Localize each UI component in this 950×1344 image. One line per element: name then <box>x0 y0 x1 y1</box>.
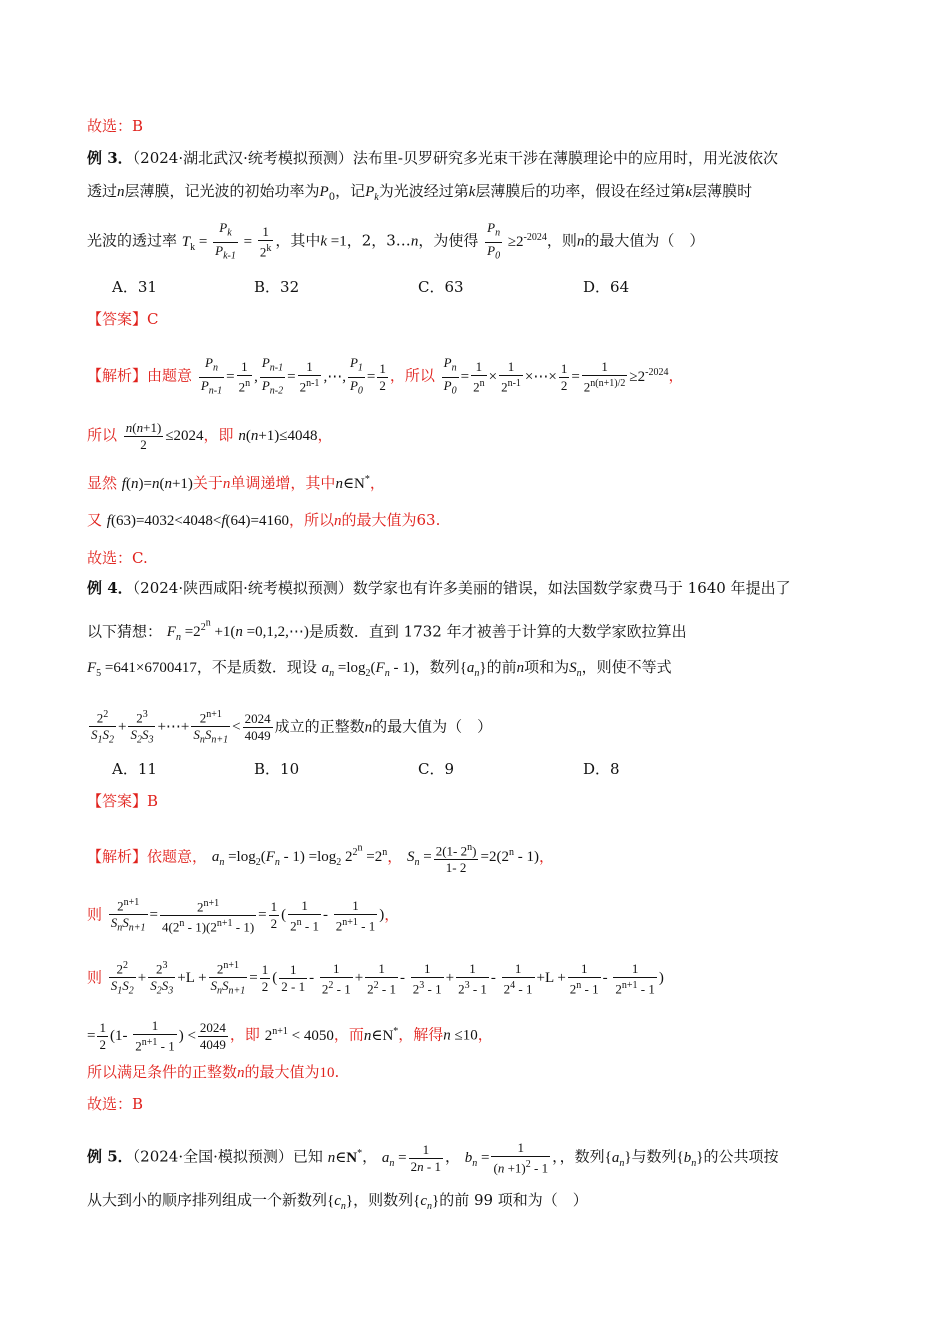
ex3-option-a[interactable]: A．31 <box>112 278 157 296</box>
ex3-a8: 又 <box>87 511 103 529</box>
ex4-analysis-4: = $\frac{1}{2}$ (1- $\frac{1}{2^{n+1} - 1}$ ) < $\frac{2024}{4049}$ ，即 $2^{n+1} < 4050$，而n∈N*，解得n ≤10， <box>87 1018 493 1054</box>
ex3-title: 例 3． <box>87 149 133 167</box>
ex5-stem-2b: ，则数列 <box>353 1191 414 1209</box>
ex5-line-1: 例 5．（2024·全国·模拟预测）已知 n∈N*， $a_n$ = $\frac{1}{2n - 1}$ ， $b_n$ = $\frac{1}{(n +1)^2 - 1}$ ，，数列$\{a_n\}$与数列$\{b_n\}$的公共项按 <box>87 1140 779 1176</box>
q2-conclusion: 故选：B <box>87 117 144 135</box>
ex3-stem-3f: 的最大值为（ ） <box>584 231 705 250</box>
ex5-line-2: 从大到小的顺序排列组成一个新数列$\{c_n\}$，则数列$\{c_n\}$的前 99 项和为（ ） <box>87 1191 588 1212</box>
ex4-a9: 10 <box>319 1065 335 1081</box>
ex4-stem-2a: 以下猜想： <box>87 622 163 641</box>
ex3-a1: 由题意 <box>147 366 193 385</box>
ex4-telescoping: $\frac{2^2}{S_1S_2}$ + $\frac{2^3}{S_2S_3}$ +L + $2^{n+1}$ $S_nS_{n+1}$ = $\frac{1}{2}$ ( $\frac{1}{2 - 1}$ - $\frac{1}{2^2 - 1}$ + $\frac{1}{2^2 - 1}$ - $\frac{1}{2^3 - 1}$ + $\frac{1}{2^3 - 1}$ - $\frac{1}{2^4 - 1}$ +L + $\frac{1}{2^n - 1}$ - $\frac{1}{2^{n+1} - 1}$ ) <box>110 960 664 997</box>
ex3-k-eq: k <box>320 233 327 250</box>
ex4-a2: 则 <box>87 905 103 924</box>
ex4-stem-3d: 项和为 <box>524 658 570 676</box>
ex3-ineq-1: $\frac{n(n+1)}{2}$ ≤2024 <box>125 420 204 452</box>
ex3-answer: 【答案】C <box>87 310 159 328</box>
ex3-stem-2j: 层薄膜时 <box>692 182 753 200</box>
ex3-a10: 的最大值为63. <box>341 511 441 529</box>
ex3-stem-3a: 光波的透过率 <box>87 231 178 250</box>
ex4-an-def: $a_n =\log_2(F_n - 1)$ <box>321 660 415 679</box>
ex4-term-split: $2^{n+1}$ $S_nS_{n+1}$ = $\frac{2^{n+1}}{4(2^n - 1)(2^{n+1} - 1)}$ = $\frac{1}{2}$ ( $\frac{1}{2^n - 1}$ - $\frac{1}{2^{n+1} - 1}$ ) <box>110 897 385 935</box>
ex3-line-2 <box>87 180 752 209</box>
ex3-var-k2: k <box>685 184 693 200</box>
ex3-option-c[interactable]: C．63 <box>418 278 464 296</box>
ex3-var-P: P <box>319 184 329 200</box>
ex4-option-a[interactable]: A．11 <box>112 760 157 778</box>
ex3-line-1 <box>87 147 778 169</box>
ex3-a2: 所以 <box>404 366 435 385</box>
ex3-a5: 显然 <box>87 474 118 492</box>
ex4-stem-3b: ，数列 <box>414 658 460 676</box>
ex4-source: （2024·陕西咸阳·统考模拟预测） <box>132 579 353 597</box>
ex3-var-n: n <box>117 184 125 200</box>
ex4-sn-value: $S_n$ = $\frac{2(1- 2^n)}{1- 2}$ $=2(2^n - 1)$ <box>407 841 539 876</box>
ex4-analysis-2: 则 $2^{n+1}$ $S_nS_{n+1}$ = $\frac{2^{n+1}}{4(2^n - 1)(2^{n+1} - 1)}$ = $\frac{1}{2}$ ( $\frac{1}{2^n - 1}$ - $\frac{1}{2^{n+1} - 1}$ )， <box>87 897 400 935</box>
ex4-a3: 则 <box>87 968 103 987</box>
ex3-function: f(n)=n(n+1) <box>121 476 193 492</box>
ex4-stem-4b: 的最大值为（ ） <box>372 717 493 736</box>
ex3-stem-2a: 透过 <box>87 182 118 200</box>
ex3-conclusion: 故选：C. <box>87 549 148 567</box>
ex5-stem-2a: 从大到小的顺序排列组成一个新数列 <box>87 1191 328 1209</box>
ex4-stem-3c: 的前 <box>486 658 517 676</box>
ex4-analysis-3 <box>87 958 664 1000</box>
ex3-stem-3d: ，为使得 <box>418 231 479 250</box>
ex3-sub-0: 0 <box>328 192 336 203</box>
ex5-stem-1a: 已知 <box>292 1147 323 1166</box>
ex3-stem-3b: ，其中 <box>275 231 321 250</box>
ex4-answer: 【答案】B <box>87 792 159 810</box>
ex4-a6: ，解得 <box>398 1025 444 1044</box>
ex4-analysis-1: 【解析】依题意， $a_n =\log_2(F_n - 1) =\log_2$ $2^{2^n} =2^n$， $S_n$ = $\frac{2(1- 2^n)}{1- 2}$ $=2(2^n - 1)$， <box>87 841 554 876</box>
ex3-stem-2i: 层薄膜后的功率，假设在经过第 <box>475 182 686 200</box>
ex4-option-d[interactable]: D．8 <box>583 760 620 778</box>
ex5-bn-def: $b_n$ = $\frac{1}{(n +1)^2 - 1}$ <box>464 1140 549 1176</box>
ex4-title: 例 4． <box>87 579 133 597</box>
ex4-stem-3a: ，不是质数．现设 <box>196 658 317 676</box>
ex3-ratio-chain: $\frac{P_n}{P_{n-1}}$ = $\frac{1}{2^n}$ , $\frac{P_{n-1}}{P_{n-2}}$ = $\frac{1}{2^{n-1}}$ ,⋯, $\frac{P_1}{P_0}$ = $\frac{1}{2}$ <box>200 355 386 397</box>
ex3-stem-1: 法布里-贝罗研究多光束干涉在薄膜理论中的应用时，用光波依次 <box>352 149 778 167</box>
ex3-stem-2g: 为光波经过第 <box>378 182 469 200</box>
ex4-line-1 <box>87 577 791 599</box>
ex3-compare: f(63)=4032<4048<f(64)=4160 <box>106 513 289 529</box>
ex3-analysis-3: 显然 f(n)=n(n+1)关于n单调递增，其中n∈N*， <box>87 474 385 492</box>
ex4-option-b[interactable]: B．10 <box>254 760 300 778</box>
ex4-stem-1: 数学家也有许多美丽的错误，如法国数学家费马于 1640 年提出了 <box>352 579 791 597</box>
ex3-analysis-4: 又 f(63)=4032<4048<f(64)=4160，所以n的最大值为63. <box>87 511 441 529</box>
ex4-result: = $\frac{1}{2}$ (1- $\frac{1}{2^{n+1} - 1}$ ) < $\frac{2024}{4049}$ <box>87 1018 226 1054</box>
ex4-a4: ，即 <box>229 1025 260 1044</box>
ex4-a5: ，而 <box>333 1025 364 1044</box>
ex5-stem-1d: 的公共项按 <box>703 1147 779 1166</box>
ex4-stem-3e: ，则使不等式 <box>581 658 672 676</box>
ex3-var-k: k <box>468 184 476 200</box>
ex4-line-2 <box>87 613 687 649</box>
ex3-stem-3e: ，则 <box>546 231 577 250</box>
ex4-stem-2b: 是质数．直到 1732 年才被善于计算的大数学家欧拉算出 <box>308 622 687 641</box>
ex4-a7: 所以满足条件的正整数 <box>87 1063 238 1081</box>
ex5-stem-1b: ，数列 <box>559 1147 605 1166</box>
ex3-transmittance-formula: $T_k$ = $\frac{P_k}{P_{k-1}}$ = $\frac{1}{2^k}$ <box>181 220 272 262</box>
ex3-Pk: $P_k$ <box>365 184 379 203</box>
ex5-an-def: $a_n$ = $\frac{1}{2n - 1}$ <box>381 1141 441 1174</box>
ex3-a6: 关于 <box>192 474 223 492</box>
ex3-analysis-1: 【解析】由题意 $\frac{P_n}{P_{n-1}}$ = $\frac{1}{2^n}$ , $\frac{P_{n-1}}{P_{n-2}}$ = $\frac{1}{2^{n-1}}$ ,⋯, $\frac{P_1}{P_0}$ = $\frac{1}{2}$ ，所以 $\frac{P_n}{P_0}$ = $\frac{1}{2^n}$ × $\frac{1}{2^{n-1}}$ ×⋯× $\frac{1}{2}$ = $\frac{1}{2^{n(n+1)/2}}$ $\ge 2^{-2024}$， <box>87 355 684 397</box>
ex5-stem-1c: 与数列 <box>631 1147 677 1166</box>
ex3-stem-2f: ，记 <box>335 182 366 200</box>
ex4-option-c[interactable]: C．9 <box>418 760 455 778</box>
ex3-line-3: 光波的透过率 $T_k$ = $\frac{P_k}{P_{k-1}}$ = $\frac{1}{2^k}$ ，其中k =1，2，3…n，为使得 $\frac{P_n}{P_0}$ $\ge 2^{-2024}$，则n的最大值为（ ） <box>87 220 705 262</box>
ex4-analysis-5: 所以满足条件的正整数n的最大值为10. <box>87 1063 340 1081</box>
ex4-inequality: $\frac{2^2}{S_1S_2}$ + $\frac{2^3}{S_2S_3}$ +⋯+ $2^{n+1}$ $S_nS_{n+1}$ < $\frac{2024}{4049}$ <box>91 709 271 746</box>
ex4-f5: $F_5 =641\times 6700417$ <box>87 660 197 679</box>
ex3-source: （2024·湖北武汉·统考模拟预测） <box>132 149 353 167</box>
ex3-stem-2c: 层薄膜，记光波的初始功率为 <box>124 182 320 200</box>
ex5-title: 例 5． <box>87 1147 133 1166</box>
ex3-option-b[interactable]: B．32 <box>254 278 300 296</box>
ex4-a8: 的最大值为 <box>244 1063 320 1081</box>
ex3-a3: 所以 <box>87 425 118 444</box>
ex5-source: （2024·全国·模拟预测） <box>132 1147 293 1166</box>
ex3-condition-formula: $\frac{P_n}{P_0}$ $\ge 2^{-2024}$ <box>487 220 547 262</box>
ex5-stem-2c: 的前 99 项和为（ ） <box>439 1191 588 1209</box>
ex3-analysis-label: 【解析】 <box>87 366 148 385</box>
ex5-n-domain: n∈N* <box>327 1147 363 1166</box>
ex3-analysis-2: 所以 $\frac{n(n+1)}{2}$ ≤2024，即 n(n+1)≤4048， <box>87 420 333 452</box>
ex4-an-value: $a_n =\log_2(F_n - 1) =\log_2$ $2^{2^n} =2^n$ <box>211 843 388 869</box>
ex3-option-d[interactable]: D．64 <box>583 278 630 296</box>
ex4-fermat-formula: $F_n =2^{2^n} +1(n$ =0,1,2,⋯) <box>166 618 309 644</box>
ex3-product: $\frac{P_n}{P_0}$ = $\frac{1}{2^n}$ × $\frac{1}{2^{n-1}}$ ×⋯× $\frac{1}{2}$ = $\frac{1}{2^{n(n+1)/2}}$ $\ge 2^{-2024}$ <box>443 355 669 397</box>
ex4-line-3: $F_5 =641\times 6700417$，不是质数．现设 $a_n =\log_2(F_n - 1)$，数列$\{a_n\}$的前n项和为$S_n$，则使不等式 <box>87 658 672 679</box>
ex3-a9: ，所以 <box>288 511 334 529</box>
ex3-ineq-2: n(n+1)≤4048 <box>238 427 318 444</box>
ex4-a1: 依题意， <box>147 847 208 866</box>
ex4-bound: $2^{n+1} < 4050$ <box>264 1025 334 1044</box>
ex4-line-4: $\frac{2^2}{S_1S_2}$ + $\frac{2^3}{S_2S_3}$ +⋯+ $2^{n+1}$ $S_nS_{n+1}$ < $\frac{2024}{4049}$ 成立的正整数n的最大值为（ ） <box>87 707 492 749</box>
ex3-a7: 单调递增，其中 <box>230 474 336 492</box>
ex4-stem-4: 成立的正整数 <box>274 717 365 736</box>
ex3-stem-3c: ，2，3… <box>346 231 411 250</box>
ex4-conclusion: 故选：B <box>87 1095 144 1113</box>
ex3-a4: ，即 <box>203 425 234 444</box>
ex4-analysis-label: 【解析】 <box>87 847 148 866</box>
